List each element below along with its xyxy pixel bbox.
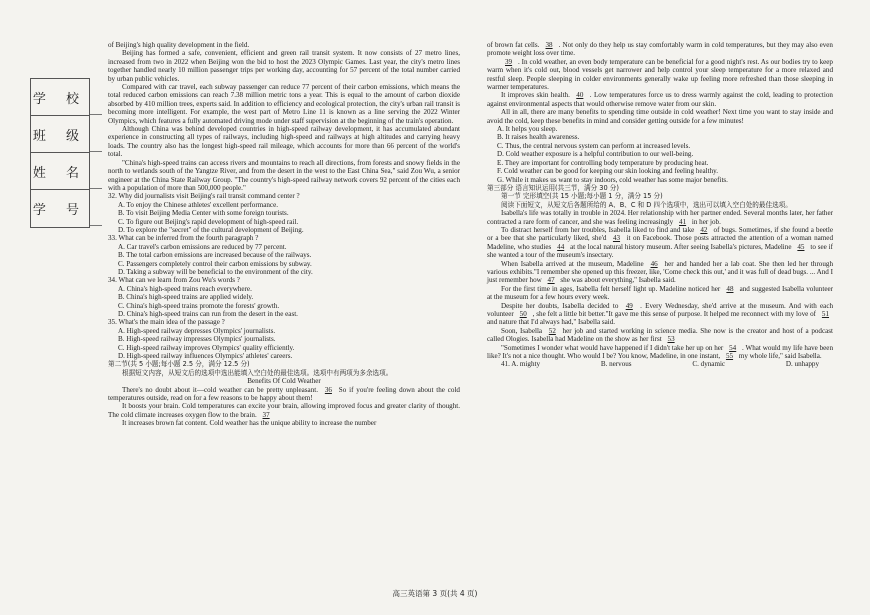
section-heading: 第一节 完形填空(共 15 小题;每小题 1 分，满分 15 分) (501, 192, 663, 201)
passage-paragraph (108, 402, 460, 419)
passage-paragraph (487, 327, 833, 344)
text-run: and suggested Isabella volunteer at the museum for a few hours every week. (487, 284, 833, 302)
option: D. China's high-speed trains can run from the desert in the east. (118, 310, 298, 318)
passage-paragraph: of Beijing's high quality development in the field. (108, 41, 250, 49)
option: D. unhappy (785, 360, 819, 369)
blank-50[interactable]: 50 (519, 310, 527, 318)
text-run: her job and started working in science media. She now is the creator and host of a podcast called Ologies. Isabella had Madeline on the show as her first (487, 326, 833, 344)
text-run: Isabella's life was totally in trouble in 2024. Her relationship with her partner ended. Several months later, her father contracted a rare form of cancer, and she was feeling increasingly (487, 209, 833, 226)
text-run: it on Facebook. Those posts attracted the attention of a woman named Madeline, who studies (487, 234, 834, 251)
option: C. dynamic (692, 360, 726, 369)
text-run: . Every Wednesday, she'd arrive at the museum. And with each volunteer (487, 301, 834, 318)
student-info-box (30, 78, 90, 228)
question-34: 34. What can we learn from Zou Wu's words ? (108, 276, 240, 285)
option: A. It helps you sleep. (497, 125, 558, 134)
option: B. nervous (600, 360, 632, 369)
option: D. High-speed railway influences Olympics' athletes' careers. (118, 352, 293, 361)
blank-54[interactable]: 54 (729, 343, 737, 352)
blank-43[interactable]: 43 (612, 234, 621, 243)
text-run: It improves skin health. (501, 91, 570, 100)
passage-paragraph: Beijing has formed a safe, convenient, efficient and green rail transit system. It now consists of 27 metro lines, increased from two in 2022 when Beijing won the bid to host the 2023 Olympic Games. Last year, the city's metro lines together handled nearly 10 million passenger trips per working day, accounting for 57 percent of the total number carried by urban public vehicles. (108, 49, 460, 83)
question-32: 32. Why did journalists visit Beijing's rail transit command center ? (108, 192, 300, 201)
right-column (487, 41, 833, 369)
option: B. High-speed railway impresses Olympics' journalists. (118, 335, 276, 344)
info-fill-lines (90, 78, 102, 228)
text-run: . What would my life have been like? It's not a nice thought. Who would I be? You know, Madeline, in one instant, (487, 343, 834, 361)
text-run: Despite her doubts, Isabella decided to (501, 301, 619, 310)
option: B. The total carbon emissions are increased because of the railways. (118, 251, 312, 260)
option: C. High-speed railway improves Olympics' quality efficiently. (118, 343, 295, 352)
section-heading: 第二节(共 5 小题;每小题 2.5 分，满分 12.5 分) (108, 360, 250, 369)
passage-title: Benefits Of Cold Weather (247, 377, 321, 386)
text-run: at the local natural history museum. After seeing Isabella's pictures, Madeline (570, 242, 792, 251)
section-instructions: 根据短文内容，从短文后的选项中选出能填入空白处的最佳选项。选项中有两项为多余选项。 (122, 368, 393, 377)
passage-paragraph (487, 91, 833, 108)
text-run: her and handed her a lab coat. She then led her through various exhibits."I remember she opened up this freezer, like, 'Come check this out,' and it was full of dead bugs. ... And I just remember how (487, 259, 833, 285)
part-heading: 第三部分 语言知识运用(共三节，满分 30 分) (487, 183, 619, 192)
blank-36[interactable]: 36 (324, 385, 332, 394)
option: A. China's high-speed trains reach everywhere. (118, 284, 252, 293)
blank-46[interactable]: 46 (650, 259, 658, 268)
passage-paragraph: "China's high-speed trains can access rivers and mountains to reach all directions, from forests and snowy fields in the north to wetlands south of the Yangtze River, and from the desert in the west to the East China Sea," said Zou Wu, a senior engineer at the China State Railway Group. "The country's high-speed railway network covers 92 percent of the cities each with a population of more than 500,000 people." (108, 158, 460, 192)
option: F. Cold weather can be good for keeping our skin looking and feeling healthy. (497, 167, 718, 176)
blank-53[interactable]: 53 (667, 335, 675, 344)
option: D. To explore the "secret" of the cultural development of Beijing. (118, 225, 304, 234)
question-41-options (487, 360, 833, 368)
blank-51[interactable]: 51 (821, 310, 830, 318)
text-run: It boosts your brain. Cold temperatures can excite your brain, allowing improved focus and greater clarity of thought. The cold climate increases oxygen flow to the brain. (108, 402, 460, 419)
passage-paragraph (487, 260, 833, 285)
blank-37[interactable]: 37 (262, 410, 270, 419)
passage-paragraph (487, 344, 833, 361)
text-run: , she felt a little bit better."It gave me this sense of purpose. It helped me reconnect with my love of (532, 310, 817, 318)
blank-44[interactable]: 44 (557, 242, 565, 251)
option: C. To figure out Beijing's rapid development of high-speed rail. (118, 217, 299, 226)
passage-paragraph (487, 302, 833, 327)
option: B. China's high-speed trains are applied widely. (118, 293, 254, 302)
blank-55[interactable]: 55 (725, 352, 734, 361)
blank-49[interactable]: 49 (625, 301, 633, 310)
passage-paragraph (487, 209, 833, 226)
option: C. Thus, the central nervous system can perform at increased levels. (497, 141, 691, 150)
option: A. To enjoy the Chinese athletes' excellent performance. (118, 200, 279, 209)
option: E. They are important for controlling body temperature by producing heat. (497, 158, 709, 167)
text-run: and nature that I'd always had," Isabella said. (487, 318, 616, 327)
fill-line (90, 115, 102, 152)
blank-47[interactable]: 47 (547, 276, 555, 285)
passage-paragraph (487, 226, 833, 260)
text-run: in her job. (691, 217, 721, 226)
passage-paragraph (487, 58, 833, 92)
option: D. Taking a subway will be beneficial to the environment of the city. (118, 267, 313, 276)
option: A. High-speed railway depresses Olympics' journalists. (118, 326, 276, 335)
question-33: 33. What can be inferred from the fourth paragraph ? (108, 234, 259, 243)
blank-40[interactable]: 40 (576, 91, 584, 100)
text-run: "Sometimes I wonder what would have happened if I didn't take her up on her (501, 343, 724, 352)
option: C. Passengers completely control their carbon emissions by subway. (118, 259, 312, 268)
blank-39[interactable]: 39 (505, 57, 513, 66)
option: 41. A. mighty (501, 360, 541, 369)
blank-42[interactable]: 42 (700, 225, 708, 234)
passage-paragraph: Compared with car travel, each subway passenger can reduce 77 percent of their carbon emissions, which means the total reduced carbon emissions can reach 7.38 million metric tons a year. This is equal to the amount of carbon dioxide absorbed by 410 million trees, experts said. In addition to efficiency and ecological protection, the city's urban rail transit is becoming more intelligent. For example, the west part of Metro Line 11 is known as a line serving the 2022 Winter Olympics, which features a fully automated driving mode under staff supervision at the beginning of the train's operation. (108, 83, 460, 125)
text-run: When Isabella arrived at the museum, Madeline (501, 259, 644, 268)
text-run: of bugs. Sometimes, if she found a beetle or a bee that she particularly liked, she'd (487, 225, 833, 243)
text-run: . In cold weather, an even body temperature can be beneficial for a good night's rest. As our bodies try to keep warm when it's cold out, blood vessels get narrower and help control your sleep temperature for a more relaxed and restful sleep. People sleeping in colder environments generally wake up feeling more refreshed than those sleeping in warmer temperatures. (487, 57, 833, 92)
text-run: . Not only do they help us stay comfortably warm in cold temperatures, but they may also even promote weight loss over time. (487, 41, 833, 58)
blank-48[interactable]: 48 (726, 284, 734, 293)
text-run: to see if she wanted a tour of the museum's insectary. (487, 242, 834, 260)
text-run: To distract herself from her troubles, Isabella liked to find and take (501, 225, 695, 234)
text-run: my whole life," said Isabella. (738, 352, 822, 361)
fill-line (90, 78, 102, 115)
blank-45[interactable]: 45 (797, 242, 805, 251)
option: A. Car travel's carbon emissions are reduced by 77 percent. (118, 242, 287, 251)
page-footer: 高三英语第 3 页(共 4 页) (392, 589, 478, 598)
option: G. While it makes us want to stay indoors, cold weather has some major benefits. (497, 175, 728, 184)
option: C. China's high-speed trains promote the forests' growth. (118, 301, 280, 310)
text-run: she was about everything," Isabella said. (560, 276, 676, 285)
left-column (108, 41, 460, 428)
option: B. To visit Beijing Media Center with some foreign tourists. (118, 209, 289, 218)
text-run: So if you're feeling down about the cold temperatures outside, read on for a few reasons to be happy about them! (108, 385, 460, 403)
passage-paragraph (487, 285, 833, 302)
option: B. It raises health awareness. (497, 133, 580, 142)
text-run: of brown fat cells. (487, 41, 540, 49)
text-run: Soon, Isabella (501, 326, 543, 335)
text-run: For the first time in ages, Isabella felt herself light up. Madeline noticed her (501, 284, 721, 293)
text-run: There's no doubt about it—cold weather can be pretty unpleasant. (122, 385, 318, 394)
passage-paragraph: Although China was behind developed countries in high-speed railway development, it has accumulated abundant experience in constructing all types of railways, including high-speed and railways at high altitudes and carrying heavy loads. The country also has the longest high-speed rail mileage, which accounts for more than 66 percent of the world's total. (108, 125, 460, 159)
blank-52[interactable]: 52 (548, 326, 556, 335)
blank-41[interactable]: 41 (679, 217, 687, 226)
fill-line (90, 189, 102, 226)
student-id-label: 学 号 (32, 203, 88, 218)
option: D. Cold weather exposure is a helpful contribution to our well-being. (497, 150, 694, 159)
passage-paragraph: All in all, there are many benefits to spending time outside in cold weather! Next time you want to stay inside and avoid the cold, keep these benefits in mind and consider getting outside for a few minutes! (487, 108, 833, 125)
school-label: 学 校 (31, 79, 89, 116)
text-run: . Low temperatures force us to dress warmly against the cold, leading to protection against environmental aspects that would otherwise remove water from our skin. (487, 91, 833, 108)
section-instructions: 阅读下面短文，从短文后各题所给的 A、B、C 和 D 四个选项中，选出可以填入空白处的最佳选项。 (501, 200, 792, 209)
name-label: 姓 名 (31, 153, 89, 190)
passage-paragraph: It increases brown fat content. Cold weather has the unique ability to increase the number (122, 419, 377, 428)
blank-38[interactable]: 38 (545, 41, 553, 49)
passage-paragraph (487, 41, 833, 58)
passage-paragraph (108, 386, 460, 403)
fill-line (90, 152, 102, 189)
question-35: 35. What's the main idea of the passage ? (108, 318, 225, 327)
class-label: 班 级 (31, 116, 89, 153)
